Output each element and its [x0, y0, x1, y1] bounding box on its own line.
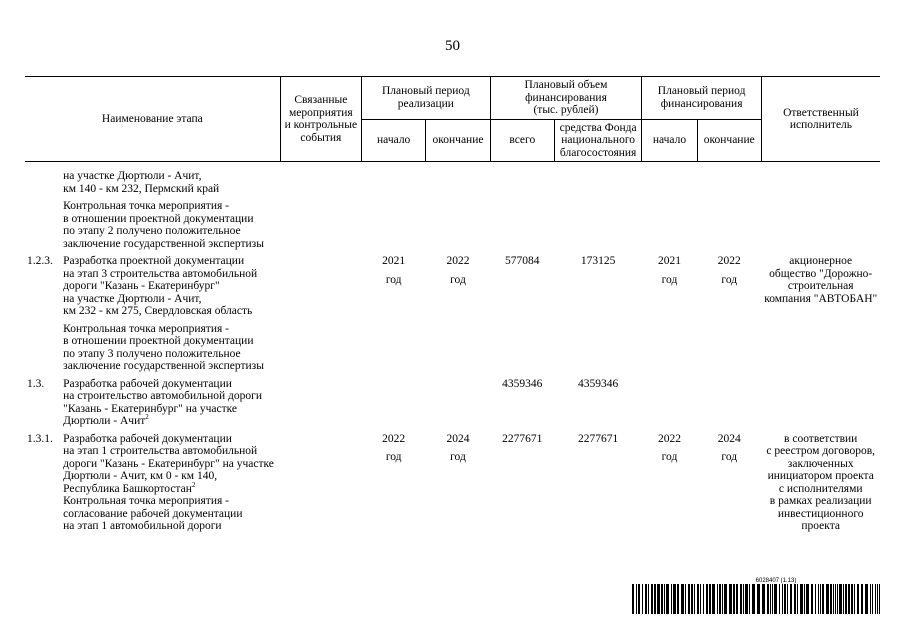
- row-total: 2277671: [502, 432, 543, 445]
- row-total: [490, 318, 554, 373]
- header-fin-period: Плановый период финансирования: [642, 77, 762, 120]
- row-fin-end: [697, 195, 761, 250]
- row-fin-end: [697, 318, 761, 373]
- table-row: [25, 373, 880, 428]
- row-stage-name: Контрольная точка мероприятия - в отношении проектной документации по этапу 2 получено положительное заключение государственной экспертизы: [63, 200, 264, 250]
- row-related: [280, 195, 361, 250]
- row-end: [426, 162, 490, 196]
- row-fin-start: 2021 год: [657, 255, 681, 286]
- row-end: 2022 год: [446, 255, 470, 286]
- row-number: 1.2.3.: [27, 255, 53, 267]
- row-number: 1.3.1.: [27, 432, 53, 445]
- row-number: [25, 195, 61, 250]
- table-row: [25, 162, 880, 196]
- header-fin-start: начало: [642, 119, 697, 162]
- row-fund: [554, 162, 641, 196]
- row-stage-name: Разработка рабочей документации на строительство автомобильной дороги "Казань - Екатеринбург" на участке Дюртюли - Ачит$^2$: [63, 377, 263, 427]
- row-fin-end: [697, 162, 761, 196]
- barcode-block: [632, 578, 880, 614]
- row-total: 4359346: [502, 377, 543, 390]
- row-stage-name: Разработка проектной документации на этап 3 строительства автомобильной дороги "Казань - Екатеринбург" на участке Дюртюли - Ачит, км 232 - км 275, Свердловская область: [63, 255, 258, 317]
- footnote-mark: 2: [145, 413, 149, 422]
- table-body: [25, 162, 880, 533]
- row-stage-name: Разработка рабочей документации на этап 1 строительства автомобильной дороги "Казань - Екатеринбург" на участке Дюртюли - Ачит, км 0 - км 140, Республика Башкортостан$^2$ Контрольная точка мероприятия - согласование рабочей документации на этап 1 автомобильной дороги: [63, 432, 274, 532]
- row-number: 1.3.: [27, 377, 45, 390]
- row-end: [426, 195, 490, 250]
- row-fund: 2277671: [578, 432, 619, 445]
- row-fin-start: [642, 373, 697, 428]
- row-fund: 4359346: [578, 377, 619, 390]
- row-start: [362, 318, 426, 373]
- row-related: [280, 250, 361, 318]
- row-fin-start: [642, 162, 697, 196]
- table-row: [25, 428, 880, 533]
- barcode-icon: [632, 584, 880, 614]
- row-fund: [554, 318, 641, 373]
- table-row: [25, 195, 880, 250]
- row-related: [280, 373, 361, 428]
- row-responsible: [761, 373, 880, 428]
- row-fin-start: [642, 195, 697, 250]
- row-start: [362, 162, 426, 196]
- footnote-mark: 2: [191, 480, 196, 489]
- row-start: 2022 год: [382, 432, 406, 463]
- row-fin-end: 2024 год: [717, 432, 741, 463]
- row-responsible: акционерное общество "Дорожно- строительная компания "АВТОБАН": [764, 255, 878, 305]
- row-stage-name: Контрольная точка мероприятия - в отношении проектной документации по этапу 3 получено положительное заключение государственной экспертизы: [63, 322, 264, 372]
- header-related: Связанные мероприятия и контрольные события: [280, 77, 361, 162]
- row-responsible: [761, 162, 880, 196]
- row-fin-end: 2022 год: [717, 255, 741, 286]
- row-responsible: в соответствии с реестром договоров, заключенных инициатором проекта с исполнителями в рамках реализации инвестиционного проекта: [766, 432, 876, 532]
- row-start: 2021 год: [382, 255, 406, 286]
- page-number: 50: [445, 38, 460, 54]
- row-start: [362, 373, 426, 428]
- row-responsible: [761, 318, 880, 373]
- row-fund: [554, 195, 641, 250]
- row-end: 2024 год: [446, 432, 470, 463]
- header-volume: Плановый объем финансирования (тыс. рублей): [490, 77, 642, 120]
- header-start: начало: [362, 119, 426, 162]
- header-fin-end: окончание: [697, 119, 761, 162]
- header-stage-name: Наименование этапа: [25, 77, 280, 162]
- header-responsible: Ответственный исполнитель: [761, 77, 880, 162]
- row-responsible: [761, 195, 880, 250]
- table-header: [25, 77, 880, 162]
- row-fin-end: [697, 373, 761, 428]
- row-end: [426, 373, 490, 428]
- row-total: [490, 195, 554, 250]
- row-end: [426, 318, 490, 373]
- table-row: [25, 318, 880, 373]
- row-related: [280, 318, 361, 373]
- header-period: Плановый период реализации: [362, 77, 491, 120]
- row-related: [280, 162, 361, 196]
- row-fund: 173125: [580, 255, 616, 267]
- row-fin-start: [642, 318, 697, 373]
- row-total: 577084: [505, 255, 540, 267]
- row-stage-name: на участке Дюртюли - Ачит, км 140 - км 232, Пермский край: [63, 170, 220, 195]
- row-fin-start: 2022 год: [657, 432, 681, 463]
- table-row: [25, 250, 880, 318]
- header-fund: средства Фонда национального благосостояния: [554, 119, 641, 162]
- row-start: [362, 195, 426, 250]
- plan-table: [25, 76, 880, 533]
- row-number: [25, 162, 61, 196]
- row-total: [490, 162, 554, 196]
- row-related: [280, 428, 361, 533]
- header-end: окончание: [426, 119, 490, 162]
- row-number: [25, 318, 61, 373]
- header-total: всего: [490, 119, 554, 162]
- barcode-text: 6028407 (1.13): [755, 578, 797, 584]
